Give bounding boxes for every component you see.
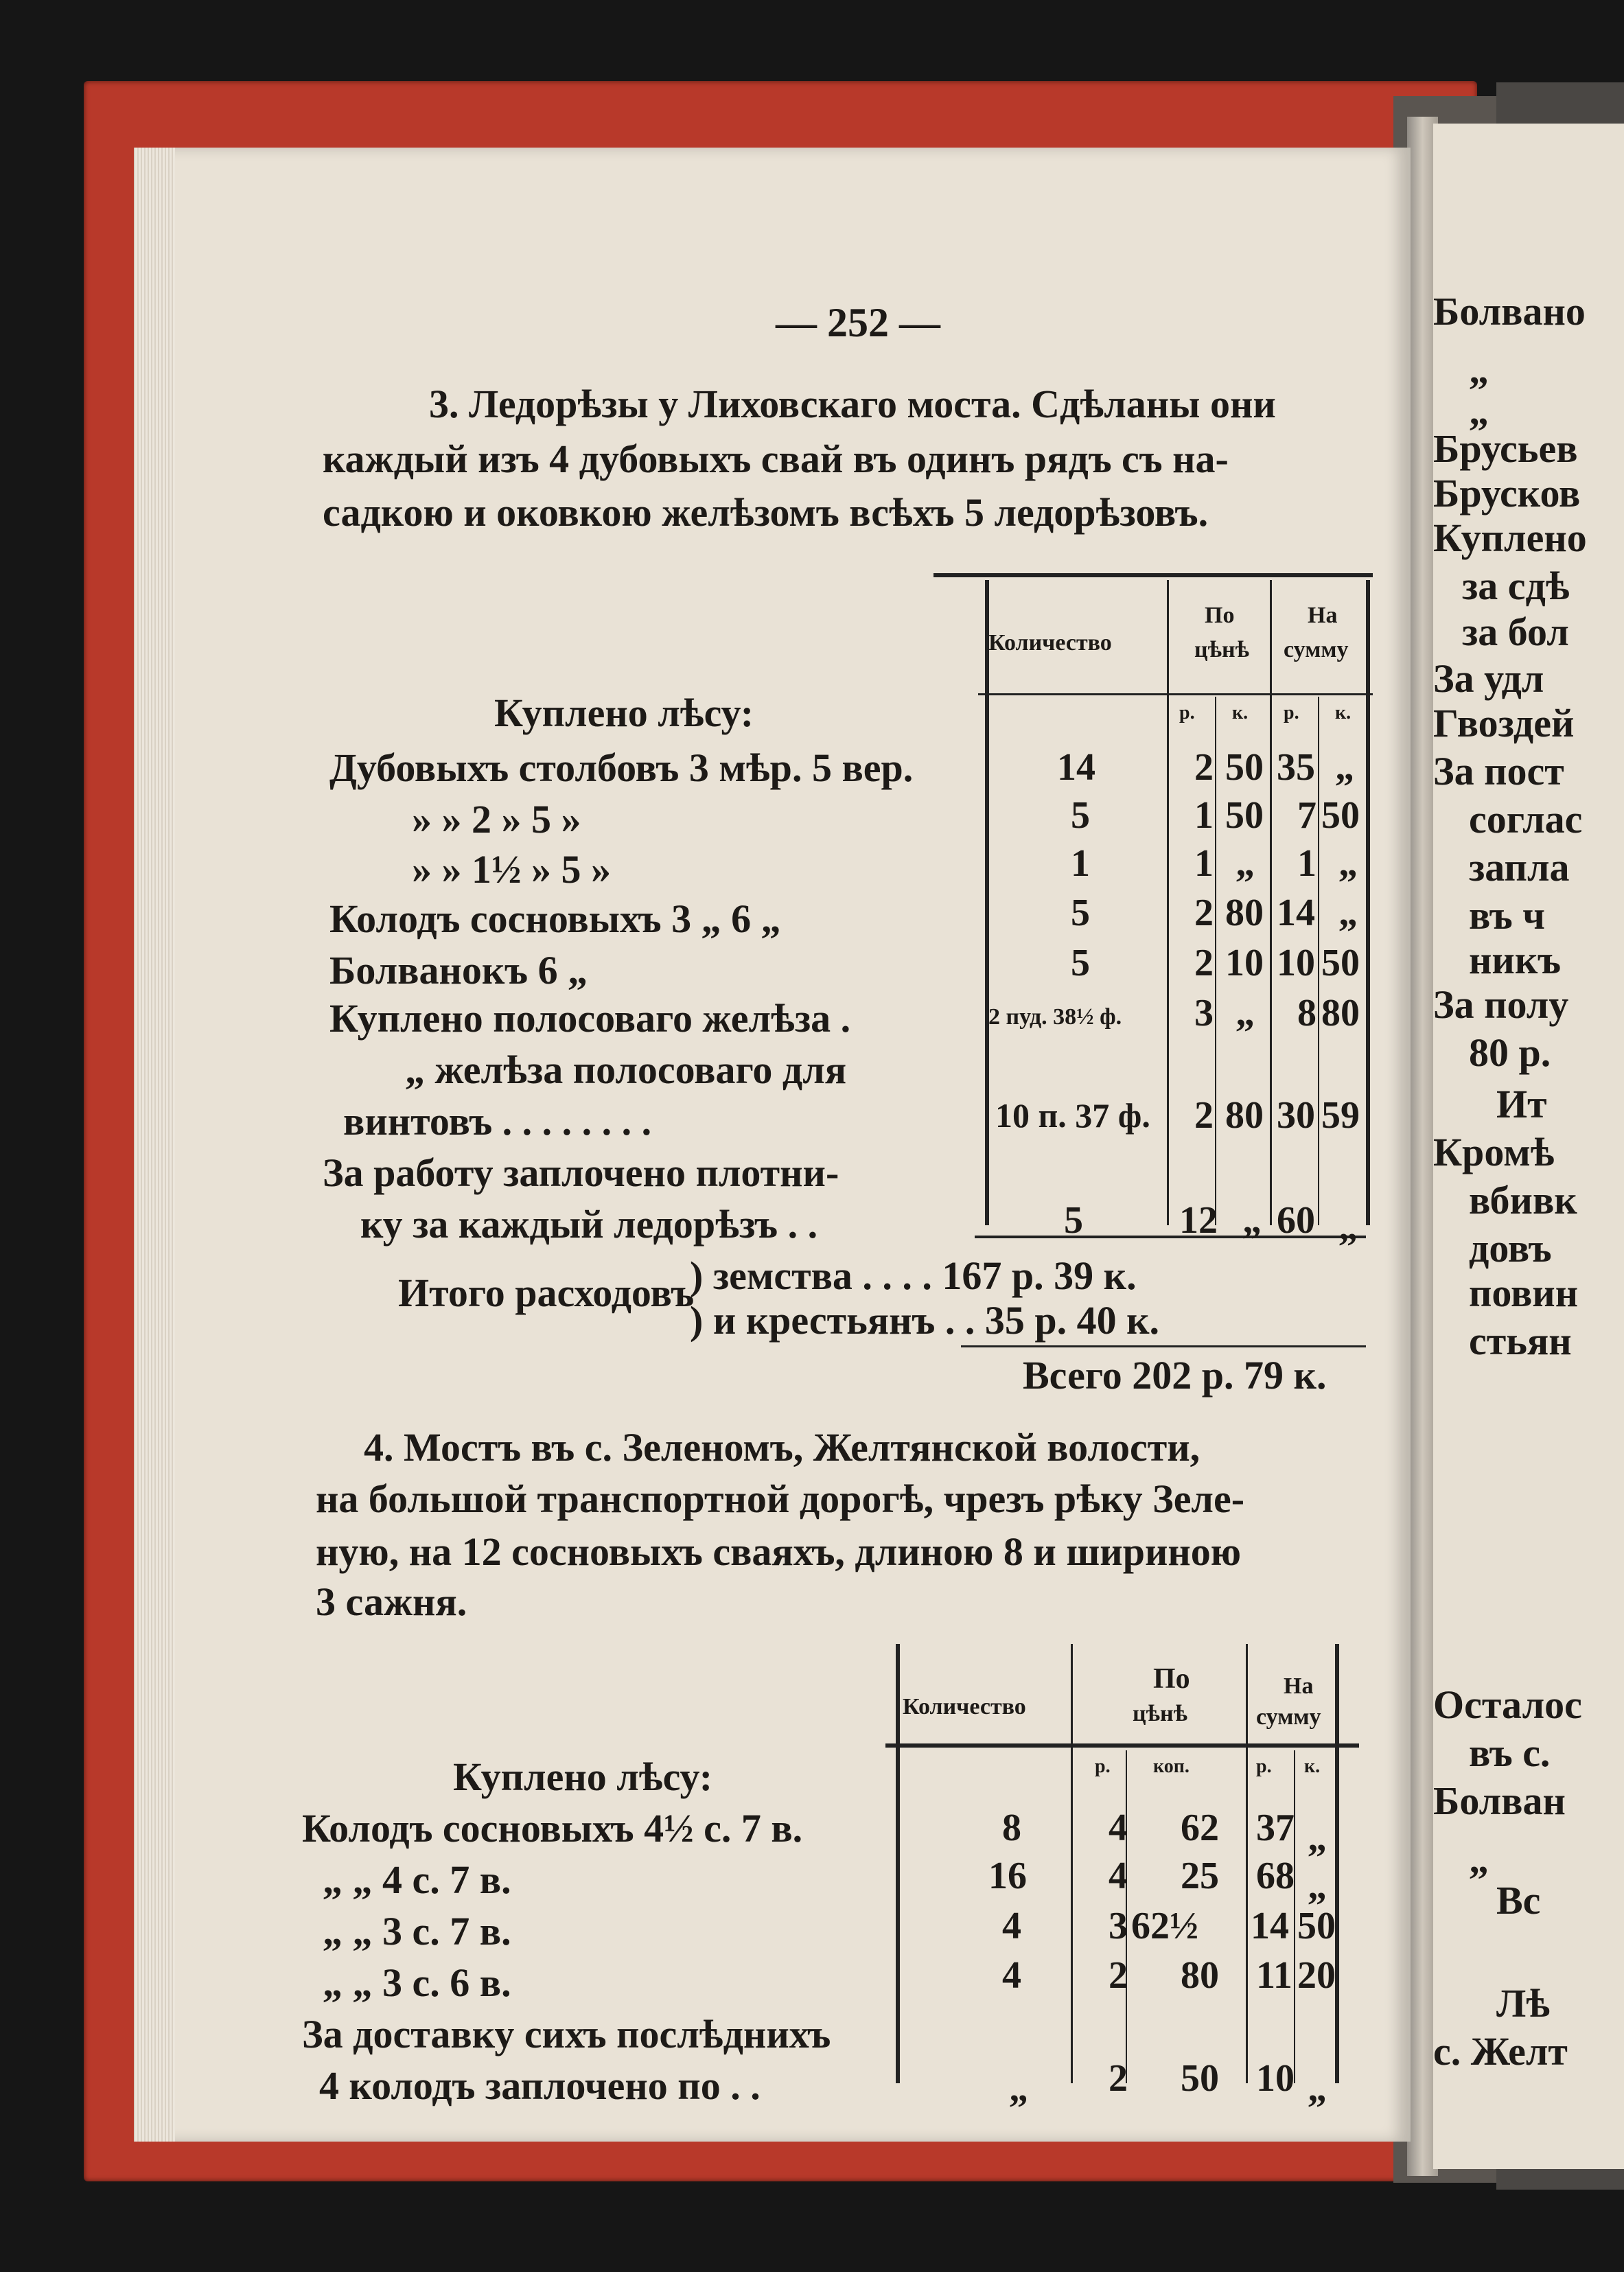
s3-qty: 10 п. 37 ф. — [995, 1096, 1150, 1135]
s3-sr: 1 — [1297, 842, 1316, 885]
s3-sr: 10 — [1277, 942, 1315, 984]
t2-vline-qty — [1071, 1644, 1073, 2083]
t1-header-sum-l1: На — [1308, 603, 1338, 628]
s3-row-label: Дубовыхъ столбовъ 3 мѣр. 5 вер. — [329, 745, 914, 790]
s3-pk: „ — [1236, 992, 1255, 1034]
right-fragment: Ит — [1496, 1082, 1547, 1126]
s4-qty: 8 — [1002, 1807, 1021, 1849]
s3-pk: „ — [1242, 1199, 1262, 1242]
s4-pr: 4 — [1109, 1807, 1128, 1849]
s3-row-label: » » 2 » 5 » — [412, 797, 581, 842]
s3-pr: 1 — [1194, 842, 1214, 885]
s3-sk: „ — [1335, 746, 1354, 789]
t2-vline-sr — [1294, 1750, 1295, 2083]
s3-pk: 80 — [1225, 892, 1264, 934]
s4-qty: „ — [1009, 2067, 1028, 2110]
s3-pr: 2 — [1194, 746, 1214, 789]
totals-label: Итого расходовъ — [398, 1271, 695, 1315]
s3-para-line-3: садкою и оковкою желѣзомъ всѣхъ 5 ледорѣзовъ. — [323, 490, 1209, 535]
right-fragment: довъ — [1469, 1226, 1552, 1271]
s3-pk: 80 — [1225, 1094, 1264, 1137]
s4-sr: 14 — [1251, 1905, 1289, 1947]
right-fragment: „ — [1469, 1837, 1489, 1881]
t2-sub-r2: р. — [1256, 1756, 1272, 1777]
s3-bought-label: Куплено лѣсу: — [494, 691, 754, 735]
page-edge — [134, 148, 175, 2142]
t2-header-sum-l2: сумму — [1256, 1704, 1321, 1730]
s4-qty: 16 — [988, 1855, 1027, 1897]
s4-row-label: „ „ 3 с. 7 в. — [323, 1909, 511, 1954]
s3-para-line-1: 3. Ледорѣзы у Лиховскаго моста. Сдѣланы они — [429, 382, 1276, 426]
s3-row-label: „ желѣза полосоваго для — [405, 1047, 847, 1092]
right-fragment: Куплено — [1433, 515, 1587, 560]
s3-sr: 60 — [1277, 1199, 1315, 1242]
t1-top-rule — [933, 573, 1373, 577]
s3-pr: 12 — [1179, 1199, 1218, 1242]
right-fragment: за сдѣ — [1462, 564, 1570, 608]
s3-sr: 14 — [1277, 892, 1315, 934]
s3-pk: 10 — [1225, 942, 1264, 984]
right-fragment: Болвано — [1433, 289, 1586, 334]
s4-row-label: Колодъ сосновыхъ 4½ с. 7 в. — [302, 1806, 803, 1851]
s3-row-label: » » 1½ » 5 » — [412, 847, 611, 892]
s4-pr: 2 — [1109, 1954, 1128, 1997]
right-fragment: „ — [1469, 347, 1489, 392]
right-fragment: Брусков — [1433, 471, 1581, 515]
s4-para-line-4: 3 сажня. — [316, 1579, 467, 1624]
s4-row-label: „ „ 4 с. 7 в. — [323, 1857, 511, 1902]
t1-vline-pr — [1215, 697, 1216, 1225]
totals-rule — [961, 1345, 1366, 1347]
t1-sub-k: к. — [1232, 702, 1249, 723]
s3-pk: 50 — [1225, 794, 1264, 837]
s3-pk: „ — [1236, 842, 1255, 885]
t2-sub-kop: коп. — [1153, 1756, 1190, 1777]
s3-sr: 7 — [1297, 794, 1316, 837]
s3-pr: 2 — [1194, 942, 1214, 984]
right-fragment: За удл — [1433, 656, 1544, 701]
totals-zemstvo: ) земства . . . . 167 р. 39 к. — [690, 1253, 1137, 1298]
t2-top-rule — [885, 1743, 1359, 1748]
s3-sk: „ — [1338, 1206, 1358, 1249]
t1-sub-k2: к. — [1335, 702, 1352, 723]
s3-row-label: Болванокъ 6 „ — [329, 948, 588, 993]
t1-vline-left — [985, 580, 989, 1225]
s3-sr: 8 — [1297, 992, 1316, 1034]
t2-vline-left — [896, 1644, 900, 2083]
right-fragment: За полу — [1433, 982, 1569, 1027]
s3-para-line-2: каждый изъ 4 дубовыхъ свай въ одинъ рядъ съ на- — [323, 437, 1229, 481]
right-fragment: Брусьев — [1433, 426, 1578, 471]
right-fragment: соглас — [1469, 797, 1583, 842]
s3-qty: 5 — [1071, 892, 1090, 934]
s4-row-label: 4 колодъ заплочено по . . — [319, 2063, 761, 2108]
right-fragment: въ ч — [1469, 893, 1545, 938]
s3-row-label: Колодъ сосновыхъ 3 „ 6 „ — [329, 896, 781, 941]
t1-sub-r2: р. — [1284, 702, 1299, 723]
s3-sk: 80 — [1321, 992, 1360, 1034]
s3-sk: 59 — [1321, 1094, 1360, 1137]
s4-sk: „ — [1308, 1865, 1327, 1908]
s4-para-line-3: ную, на 12 сосновыхъ сваяхъ, длиною 8 и шириною — [316, 1529, 1242, 1574]
right-fragment: Кромѣ — [1433, 1130, 1555, 1174]
s4-row-label: За доставку сихъ послѣднихъ — [302, 2012, 831, 2056]
right-fragment: За пост — [1433, 749, 1564, 793]
t2-header-price-l2: цѣнѣ — [1133, 1701, 1187, 1726]
right-fragment: Лѣ — [1496, 1981, 1551, 2026]
right-fragment: никъ — [1469, 938, 1562, 982]
s3-row-label: ку за каждый ледорѣзъ . . — [360, 1202, 818, 1247]
s4-sr: 11 — [1256, 1954, 1292, 1997]
s3-pr: 3 — [1194, 992, 1214, 1034]
s3-pr: 2 — [1194, 892, 1214, 934]
right-fragment: за бол — [1462, 610, 1569, 654]
right-fragment: въ с. — [1469, 1730, 1551, 1775]
t1-header-sum-l2: сумму — [1284, 637, 1349, 662]
t1-header-rule — [978, 693, 1373, 695]
s4-pr: 4 — [1109, 1855, 1128, 1897]
right-fragment: стьян — [1469, 1319, 1572, 1363]
s3-qty: 5 — [1071, 942, 1090, 984]
s4-pr: 3 — [1109, 1905, 1128, 1947]
t2-vline-price — [1246, 1644, 1248, 2083]
s3-sr: 30 — [1277, 1094, 1315, 1137]
right-fragment: повин — [1469, 1271, 1579, 1315]
s4-sr: 68 — [1256, 1855, 1295, 1897]
totals-peasants: ) и крестьянъ . . 35 р. 40 к. — [690, 1298, 1160, 1343]
s3-qty: 1 — [1071, 842, 1090, 885]
right-fragment: Вс — [1496, 1878, 1541, 1923]
right-fragment: „ — [1469, 389, 1489, 433]
s4-qty: 4 — [1002, 1954, 1021, 1997]
s4-pk: 25 — [1181, 1855, 1219, 1897]
t1-header-price-l1: По — [1205, 603, 1235, 628]
s3-pr: 2 — [1194, 1094, 1214, 1137]
s3-qty: 2 пуд. 38½ ф. — [988, 1004, 1122, 1030]
t1-vline-qty — [1167, 580, 1169, 1225]
s4-sr: 37 — [1256, 1807, 1295, 1849]
right-fragment: Осталос — [1433, 1682, 1582, 1727]
t2-header-price-l1: По — [1153, 1663, 1190, 1695]
s3-qty: 5 — [1064, 1199, 1083, 1242]
s4-pk: 62 — [1181, 1807, 1219, 1849]
s4-qty: 4 — [1002, 1905, 1021, 1947]
s3-row-label: За работу заплочено плотни- — [323, 1150, 839, 1195]
right-fragment: вбивк — [1469, 1178, 1577, 1222]
t2-header-qty: Количество — [903, 1694, 1026, 1719]
s3-pk: 50 — [1225, 746, 1264, 789]
t1-header-price-l2: цѣнѣ — [1194, 637, 1249, 662]
s4-sr: 10 — [1256, 2057, 1295, 2100]
s4-para-line-1: 4. Мостъ въ с. Зеленомъ, Желтянской волости, — [364, 1425, 1200, 1470]
s4-pk: 80 — [1181, 1954, 1219, 1997]
s3-pr: 1 — [1194, 794, 1214, 837]
s3-qty: 14 — [1057, 746, 1095, 789]
s3-qty: 5 — [1071, 794, 1090, 837]
s4-para-line-2: на большой транспортной дорогѣ, чрезъ рѣку Зеле- — [316, 1476, 1245, 1521]
t1-vline-price — [1270, 580, 1272, 1225]
s3-sk: 50 — [1321, 942, 1360, 984]
s3-sk: „ — [1338, 842, 1358, 885]
page-number: — 252 — — [776, 300, 940, 345]
s4-pk: 62½ — [1131, 1905, 1198, 1947]
t1-sub-r: р. — [1179, 702, 1195, 723]
t2-header-sum-l1: На — [1284, 1673, 1314, 1699]
s4-sk: „ — [1308, 1817, 1327, 1859]
s4-pk: 50 — [1181, 2057, 1219, 2100]
s3-row-label: Куплено полосоваго желѣза . — [329, 996, 851, 1041]
s3-row-label: винтовъ . . . . . . . . — [343, 1099, 652, 1144]
t1-vline-right — [1366, 580, 1370, 1225]
s3-sr: 35 — [1277, 746, 1315, 789]
t2-vline-right — [1335, 1644, 1339, 2083]
totals-grand: Всего 202 р. 79 к. — [1023, 1353, 1327, 1398]
t1-header-qty: Количество — [988, 630, 1112, 656]
t1-vline-sr — [1318, 697, 1319, 1225]
right-fragment: 80 р. — [1469, 1030, 1551, 1075]
s3-sk: 50 — [1321, 794, 1360, 837]
t2-sub-r: р. — [1095, 1756, 1111, 1777]
s4-bought-label: Куплено лѣсу: — [453, 1754, 713, 1799]
right-fragment: запла — [1469, 845, 1570, 890]
right-fragment: с. Желт — [1433, 2029, 1568, 2074]
s4-sk: 20 — [1297, 1954, 1336, 1997]
t2-sub-k2: к. — [1304, 1756, 1321, 1777]
s4-row-label: „ „ 3 с. 6 в. — [323, 1960, 511, 2005]
s3-sk: „ — [1338, 892, 1358, 934]
right-fragment: Гвоздей — [1433, 701, 1575, 745]
s4-sk: „ — [1308, 2067, 1327, 2110]
s4-sk: 50 — [1297, 1905, 1336, 1947]
s4-pr: 2 — [1109, 2057, 1128, 2100]
right-fragment: Болван — [1433, 1778, 1566, 1823]
